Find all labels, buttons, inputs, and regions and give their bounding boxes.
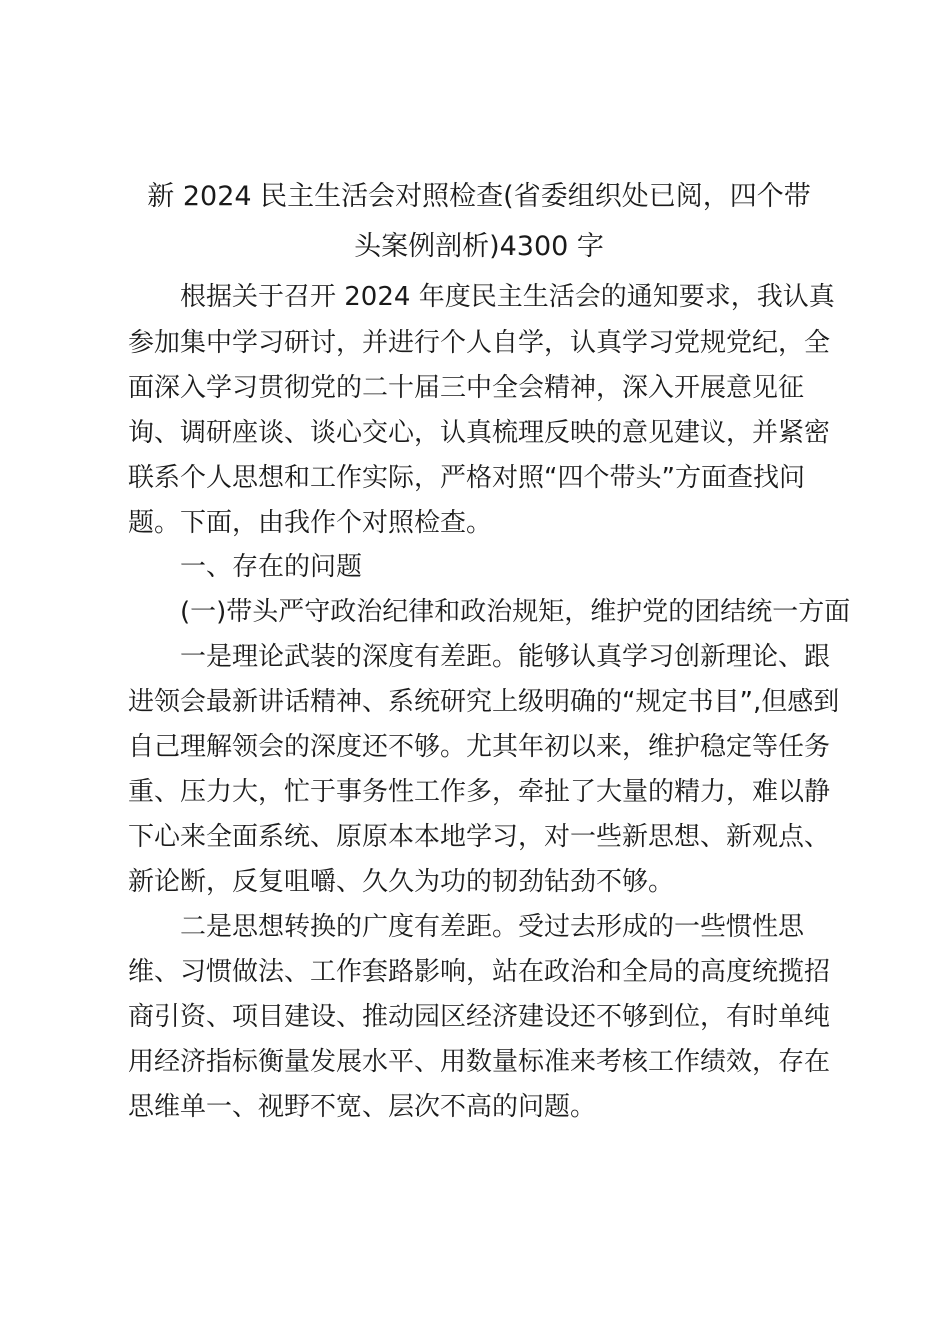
paragraph-two-line-3: 商引资、项目建设、推动园区经济建设还不够到位，有时单纯 <box>128 1002 831 1032</box>
paragraph-intro-line-5: 联系个人思想和工作实际，严格对照“四个带头”方面查找问 <box>128 463 805 493</box>
title-line-1: 新 2024 民主生活会对照检查(省委组织处已阅，四个带 <box>147 181 811 212</box>
paragraph-two-line-2: 维、习惯做法、工作套路影响，站在政治和全局的高度统揽招 <box>128 957 831 987</box>
paragraph-one-line-5: 下心来全面系统、原原本本地学习，对一些新思想、新观点、 <box>128 822 831 852</box>
document-title <box>120 172 838 272</box>
section-heading: 一、存在的问题 <box>180 552 363 582</box>
paragraph-one-line-1: 一是理论武装的深度有差距。能够认真学习创新理论、跟 <box>180 642 831 672</box>
paragraph-intro-line-4: 询、调研座谈、谈心交心，认真梳理反映的意见建议，并紧密 <box>128 418 831 448</box>
paragraph-one-line-4: 重、压力大，忙于事务性工作多，牵扯了大量的精力，难以静 <box>128 777 831 807</box>
paragraph-intro-line-2: 参加集中学习研讨，并进行个人自学，认真学习党规党纪，全 <box>128 328 831 358</box>
paragraph-one-line-6: 新论断，反复咀嚼、久久为功的韧劲钻劲不够。 <box>128 867 675 897</box>
paragraph-two-line-1: 二是思想转换的广度有差距。受过去形成的一些惯性思 <box>180 912 805 942</box>
paragraph-intro-line-6: 题。下面，由我作个对照检查。 <box>128 508 493 538</box>
paragraph-two-line-4: 用经济指标衡量发展水平、用数量标准来考核工作绩效，存在 <box>128 1047 831 1077</box>
paragraph-two-line-5: 思维单一、视野不宽、层次不高的问题。 <box>128 1092 597 1122</box>
subsection-heading: (一)带头严守政治纪律和政治规矩，维护党的团结统一方面 <box>180 597 851 627</box>
paragraph-one-line-3: 自己理解领会的深度还不够。尤其年初以来，维护稳定等任务 <box>128 732 831 762</box>
paragraph-one-line-2: 进领会最新讲话精神、系统研究上级明确的“规定书目”,但感到 <box>128 687 840 717</box>
paragraph-intro-line-3: 面深入学习贯彻党的二十届三中全会精神，深入开展意见征 <box>128 373 805 403</box>
paragraph-intro-line-1: 根据关于召开 2024 年度民主生活会的通知要求，我认真 <box>180 282 835 312</box>
title-line-2: 头案例剖析)4300 字 <box>354 231 604 262</box>
